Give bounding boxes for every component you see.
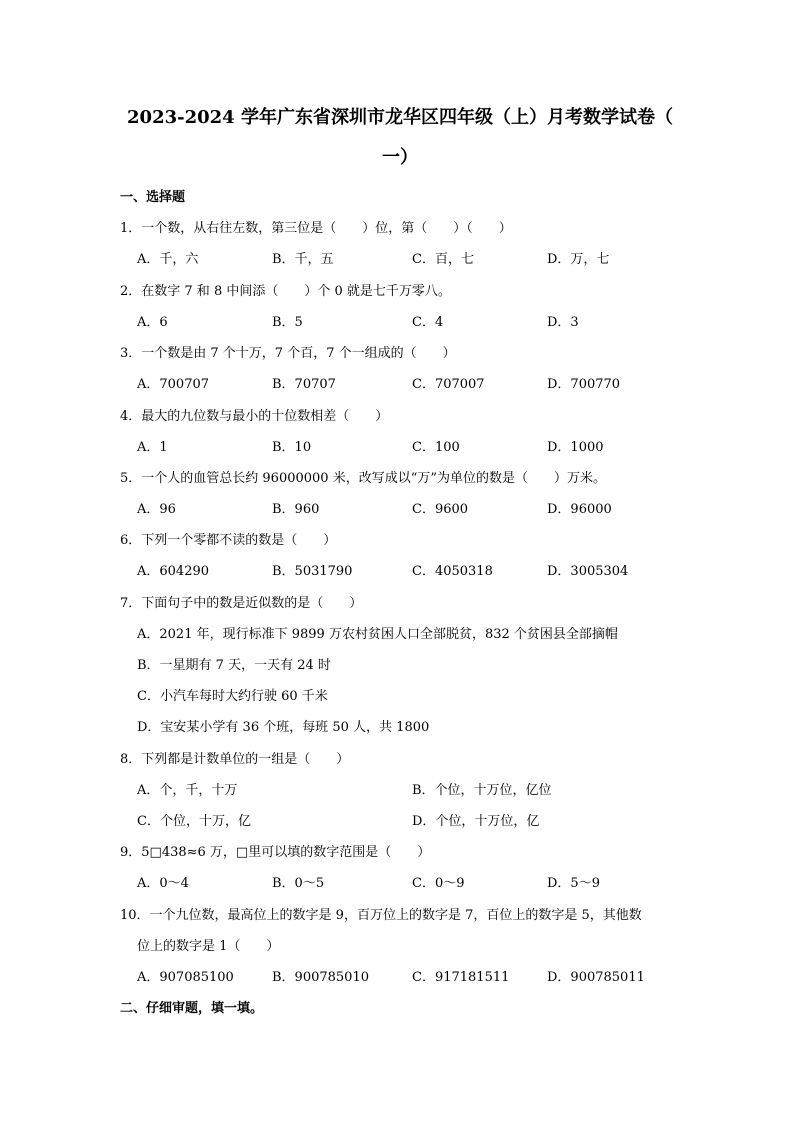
question-4: 4．最大的九位数与最小的十位数相差（ ） [120, 409, 389, 424]
question-5: 5．一个人的血管总长约 96000000 米，改写成以“万”为单位的数是（ ）万米。 [120, 471, 606, 486]
exam-title-line2: 一） [382, 147, 418, 168]
question-1: 1．一个数，从右往左数，第三位是（ ）位，第（ ）（ ） [120, 221, 512, 236]
q6-option-c: C．4050318 [412, 564, 493, 579]
q5-option-b: B．960 [272, 502, 320, 517]
q2-option-c: C．4 [412, 315, 444, 330]
q2-option-d: D．3 [547, 315, 579, 330]
q7-option-c: C．小汽车每时大约行驶 60 千米 [137, 689, 328, 704]
q4-option-a: A．1 [137, 440, 168, 455]
question-3: 3．一个数是由 7 个十万，7 个百，7 个一组成的（ ） [120, 346, 456, 361]
q10-option-b: B．900785010 [272, 970, 369, 985]
q6-option-d: D．3005304 [547, 564, 629, 579]
q4-option-b: B．10 [272, 440, 312, 455]
q5-option-c: C．9600 [412, 502, 469, 517]
question-10: 10．一个九位数，最高位上的数字是 9，百万位上的数字是 7，百位上的数字是 5，其他数 [120, 908, 642, 923]
q2-option-b: B．5 [272, 315, 303, 330]
q4-option-d: D．1000 [547, 440, 604, 455]
q6-option-b: B．5031790 [272, 564, 353, 579]
q2-option-a: A．6 [137, 315, 168, 330]
q6-option-a: A．604290 [137, 564, 210, 579]
section-heading-fill: 二、仔细审题，填一填。 [120, 1001, 264, 1016]
exam-title-line1: 2023-2024 学年广东省深圳市龙华区四年级（上）月考数学试卷（ [127, 107, 673, 128]
q9-option-b: B．0～5 [272, 876, 325, 891]
question-9: 9．5□438≈6 万，□里可以填的数字范围是（ ） [120, 845, 431, 860]
question-10-continuation: 位上的数字是 1（ ） [137, 939, 280, 954]
q3-option-a: A．700707 [137, 377, 210, 392]
q5-option-d: D．96000 [547, 502, 612, 517]
q5-option-a: A．96 [137, 502, 176, 517]
q7-option-a: A．2021 年，现行标准下 9899 万农村贫困人口全部脱贫，832 个贫困县全部摘帽 [137, 627, 618, 642]
q7-option-b: B．一星期有 7 天，一天有 24 时 [137, 658, 331, 673]
question-8: 8．下列都是计数单位的一组是（ ） [120, 752, 350, 767]
question-6: 6．下列一个零都不读的数是（ ） [120, 533, 337, 548]
q3-option-c: C．707007 [412, 377, 485, 392]
q8-option-d: D．个位，十万位，亿 [412, 814, 540, 829]
q8-option-c: C．个位，十万，亿 [137, 814, 251, 829]
q3-option-d: D．700770 [547, 377, 621, 392]
q1-option-b: B．千，五 [272, 252, 334, 267]
question-7: 7．下面句子中的数是近似数的是（ ） [120, 596, 363, 611]
q7-option-d: D．宝安某小学有 36 个班，每班 50 人，共 1800 [137, 720, 430, 735]
q9-option-d: D．5～9 [547, 876, 600, 891]
q3-option-b: B．70707 [272, 377, 336, 392]
q10-option-a: A．907085100 [137, 970, 234, 985]
q10-option-c: C．917181511 [412, 970, 510, 985]
section-heading-choice: 一、选择题 [120, 190, 186, 205]
q8-option-b: B．个位，十万位，亿位 [412, 783, 552, 798]
q4-option-c: C．100 [412, 440, 460, 455]
q1-option-a: A．千，六 [137, 252, 199, 267]
q1-option-c: C．百，七 [412, 252, 474, 267]
q1-option-d: D．万，七 [547, 252, 610, 267]
q9-option-a: A．0～4 [137, 876, 189, 891]
q10-option-d: D．900785011 [547, 970, 645, 985]
q9-option-c: C．0～9 [412, 876, 465, 891]
question-2: 2．在数字 7 和 8 中间添（ ）个 0 就是七千万零八。 [120, 284, 451, 299]
q8-option-a: A．个，千，十万 [137, 783, 238, 798]
